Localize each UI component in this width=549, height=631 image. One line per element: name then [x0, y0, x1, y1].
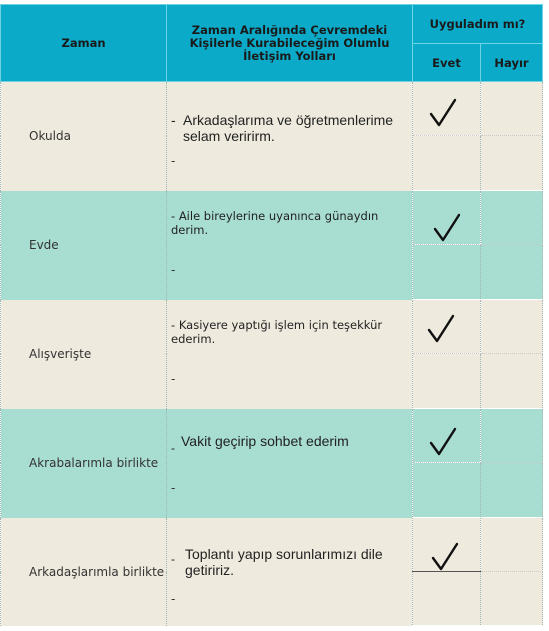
table-row	[1, 518, 543, 572]
communication-table-wrapper	[0, 4, 542, 627]
no-cell-lower[interactable]	[481, 354, 543, 409]
yes-cell-lower[interactable]	[413, 463, 481, 518]
row-statement: - Vakit geçirip sohbet ederim	[171, 432, 349, 455]
yes-cell-lower[interactable]	[413, 354, 481, 409]
header-time: Zaman	[1, 5, 167, 82]
no-cell[interactable]	[481, 82, 543, 136]
yes-cell[interactable]	[413, 300, 481, 354]
table-row	[1, 191, 543, 245]
row-time: Alışverişte	[1, 300, 167, 409]
row-second-dash: -	[171, 371, 176, 386]
row-second-dash: -	[171, 262, 176, 277]
row-statement-cell	[167, 409, 413, 518]
row-time: Evde	[1, 191, 167, 300]
table-row	[1, 82, 543, 136]
no-cell-lower[interactable]	[481, 463, 543, 518]
no-cell[interactable]	[481, 409, 543, 463]
checkmark-icon	[429, 427, 457, 457]
yes-cell-lower[interactable]	[413, 572, 481, 626]
header-ways: Zaman Aralığında Çevremdeki Kişilerle Kurabileceğim Olumlu İletişim Yolları	[167, 5, 413, 82]
row-statement: - Arkadaşlarıma ve öğretmenlerime selam veririrm.	[171, 112, 394, 144]
row-statement-cell	[167, 518, 413, 626]
yes-cell[interactable]	[413, 518, 481, 572]
yes-cell[interactable]	[413, 409, 481, 463]
yes-cell-lower[interactable]	[413, 245, 481, 300]
yes-cell[interactable]	[413, 82, 481, 136]
no-cell[interactable]	[481, 191, 543, 245]
no-cell[interactable]	[481, 518, 543, 572]
communication-table	[0, 4, 543, 626]
row-statement-cell	[167, 82, 413, 191]
row-second-dash: -	[171, 154, 176, 168]
row-time: Okulda	[1, 82, 167, 191]
no-cell[interactable]	[481, 300, 543, 354]
yes-cell-lower[interactable]	[413, 136, 481, 191]
no-cell-lower[interactable]	[481, 572, 543, 626]
checkmark-icon	[433, 213, 461, 243]
row-statement: - Kasiyere yaptığı işlem için teşekkür ederim.	[171, 317, 383, 346]
row-statement-cell	[167, 300, 413, 409]
yes-cell[interactable]	[413, 191, 481, 245]
checkmark-icon	[427, 314, 455, 344]
row-statement: - Toplantı yapıp sorunlarımızı dile getiririz.	[171, 545, 383, 578]
no-cell-lower[interactable]	[481, 245, 543, 300]
no-cell-lower[interactable]	[481, 136, 543, 191]
table-row	[1, 300, 543, 354]
header-yes: Evet	[413, 44, 481, 82]
row-time: Arkadaşlarımla birlikte	[1, 518, 167, 626]
row-time: Akrabalarımla birlikte	[1, 409, 167, 518]
row-statement-cell	[167, 191, 413, 300]
table-row	[1, 409, 543, 463]
header-no: Hayır	[481, 44, 543, 82]
row-second-dash: -	[171, 591, 176, 606]
checkmark-icon	[431, 542, 459, 572]
row-statement: - Aile bireylerine uyanınca günaydın derim.	[171, 208, 379, 237]
row-second-dash: -	[171, 480, 176, 495]
checkmark-icon	[429, 98, 457, 128]
header-applied: Uyguladım mı?	[413, 5, 543, 44]
